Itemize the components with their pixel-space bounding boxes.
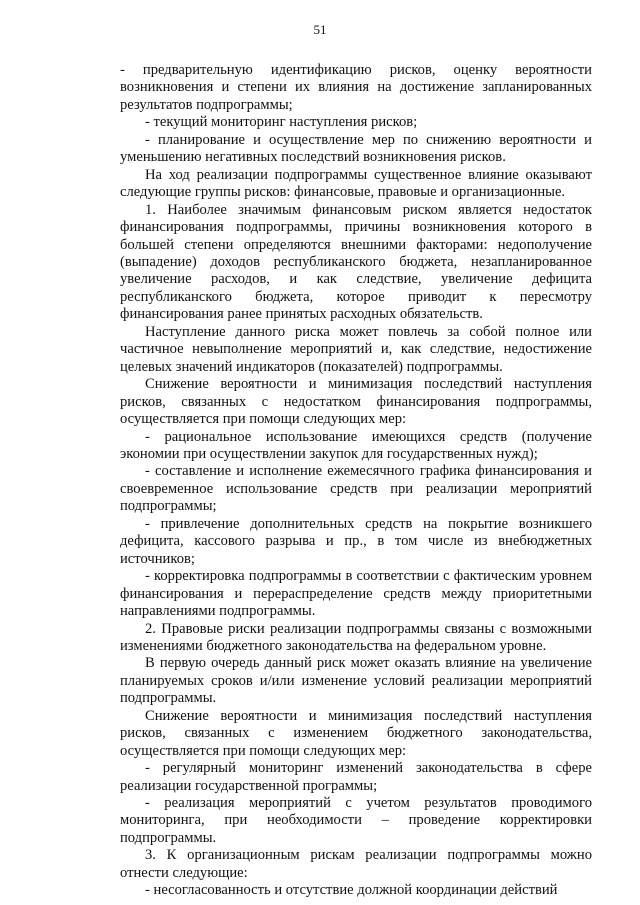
page-number: 51 — [313, 22, 327, 37]
paragraph: Снижение вероятности и минимизация последствий наступления рисков, связанных с недостатком финансирования подпрограммы, осуществляется при помощи следующих мер: — [120, 376, 592, 428]
paragraph: - составление и исполнение ежемесячного графика финансирования и своевременное использование средств при реализации мероприятий подпрограммы; — [120, 463, 592, 515]
paragraph: - реализация мероприятий с учетом результатов проводимого мониторинга, при необходимости – проведение корректировки подпрограммы. — [120, 795, 592, 846]
paragraph: 1. Наиболее значимым финансовым риском является недостаток финансирования подпрограммы, причины возникновения которого в большей степени определяются внешними факторами: недополучение (выпадение) доходов республиканского бюджета, незапланированное увеличение расходов, и как следствие, увеличение дефицита республиканского бюджета, которое приводит к пересмотру финансирования ранее принятых расходных обязательств. — [120, 201, 592, 323]
paragraph: - предварительную идентификацию рисков, оценку вероятности возникновения и степени их влияния на достижение запланированных результатов подпрограммы; — [120, 62, 592, 113]
paragraph: - текущий мониторинг наступления рисков; — [145, 114, 418, 131]
paragraph: - рациональное использование имеющихся средств (получение экономии при осуществлении закупок для государственных нужд); — [120, 428, 592, 462]
paragraph: - регулярный мониторинг изменений законодательства в сфере реализации государственной программы; — [120, 760, 592, 794]
paragraph: Снижение вероятности и минимизация последствий наступления рисков, связанных с изменением бюджетного законодательства, осуществляется при помощи следующих мер: — [120, 707, 592, 759]
paragraph: 2. Правовые риски реализации подпрограммы связаны с возможными изменениями бюджетного законодательства на федеральном уровне. — [120, 620, 592, 654]
document-body — [120, 62, 592, 900]
paragraph: - несогласованность и отсутствие должной координации действий — [145, 882, 558, 899]
paragraph: В первую очередь данный риск может оказать влияние на увеличение планируемых сроков и/или изменение условий реализации мероприятий подпрограммы. — [120, 655, 592, 707]
paragraph: 3. К организационным рискам реализации подпрограммы можно отнести следующие: — [120, 847, 592, 881]
paragraph: Наступление данного риска может повлечь за собой полное или частичное невыполнение мероприятий и, как следствие, недостижение целевых значений индикаторов (показателей) подпрограммы. — [120, 323, 592, 375]
paragraph: На ход реализации подпрограммы существенное влияние оказывают следующие группы рисков: финансовые, правовые и организационные. — [120, 166, 592, 201]
paragraph: - планирование и осуществление мер по снижению вероятности и уменьшению негативных последствий возникновения рисков. — [120, 131, 592, 166]
paragraph: - привлечение дополнительных средств на покрытие возникшего дефицита, кассового разрыва и пр., в том числе из внебюджетных источников; — [120, 515, 592, 567]
paragraph: - корректировка подпрограммы в соответствии с фактическим уровнем финансирования и перераспределение средств между приоритетными направлениями подпрограммы. — [120, 568, 592, 620]
